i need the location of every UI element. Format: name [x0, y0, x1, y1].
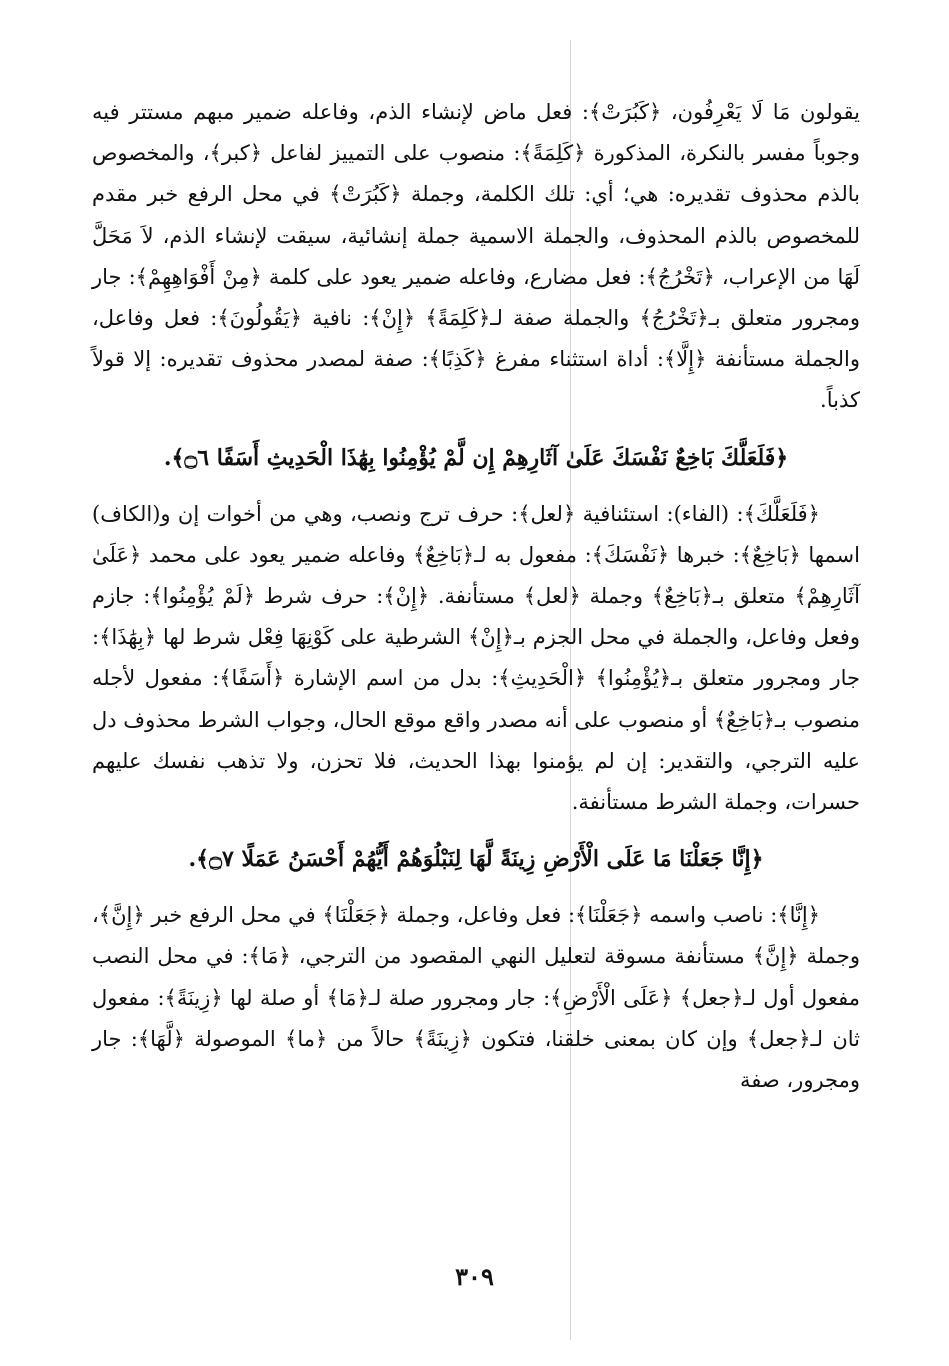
quran-verse-7: ﴿إِنَّا جَعَلْنَا مَا عَلَى الْأَرْضِ زِينَةً لَّهَا لِنَبْلُوَهُمْ أَيُّهُمْ أَحْسَنُ عَمَلًا ۝٧﴾. [188, 846, 764, 873]
page-body [92, 92, 860, 1101]
paragraph-irab-inna-jaalna: ﴿إِنَّا﴾: ناصب واسمه ﴿جَعَلْنَا﴾: فعل وفاعل، وجملة ﴿جَعَلْنَا﴾ في محل الرفع خبر ﴿إِنَّ﴾، وجملة ﴿إِنَّ﴾ مستأنفة مسوقة لتعليل النهي المقصود من الترجي، ﴿مَا﴾: في محل النصب مفعول أول لـ﴿جعل﴾ ﴿عَلَى الْأَرْضِ﴾: جار ومجرور صلة لـ﴿مَا﴾ أو صلة لها ﴿زِينَةً﴾: مفعول ثان لـ﴿جعل﴾ وإن كان بمعنى خلقنا، فتكون ﴿زِينَةً﴾ حالاً من ﴿ما﴾ الموصولة ﴿لَّهَا﴾: جار ومجرور، صفة [92, 903, 860, 1093]
paragraph-irab-kaburat: يقولون مَا لَا يَعْرِفُون، ﴿كَبُرَتْ﴾: فعل ماض لإنشاء الذم، وفاعله ضمير مبهم مستتر فيه وجوباً مفسر بالنكرة، المذكورة ﴿كَلِمَةً﴾: منصوب على التمييز لفاعل ﴿كبر﴾، والمخصوص بالذم محذوف تقديره: هي؛ أي: تلك الكلمة، وجملة ﴿كَبُرَتْ﴾ في محل الرفع خبر مقدم للمخصوص بالذم المحذوف، والجملة الاسمية جملة إنشائية، سيقت لإنشاء الذم، لاَ مَحَلَّ لَهَا من الإعراب، ﴿تَخْرُجُ﴾: فعل مضارع، وفاعله ضمير يعود على كلمة ﴿مِنْ أَفْوَاهِهِمْ﴾: جار ومجرور متعلق بـ﴿تَخْرُجُ﴾ والجملة صفة لـ﴿كَلِمَةً﴾ ﴿إِنْ﴾: نافية ﴿يَقُولُونَ﴾: فعل وفاعل، والجملة مستأنفة ﴿إِلَّا﴾: أداة استثناء مفرغ ﴿كَذِبًا﴾: صفة لمصدر محذوف تقديره: إلا قولاً كذباً. [92, 100, 860, 413]
paragraph-irab-fala-allaka: ﴿فَلَعَلَّكَ﴾: (الفاء): استئنافية ﴿لعل﴾: حرف ترج ونصب، وهي من أخوات إن و(الكاف) اسمها ﴿بَاخِعٌ﴾: خبرها ﴿نَفْسَكَ﴾: مفعول به لـ﴿بَاخِعٌ﴾ وفاعله ضمير يعود على محمد ﴿عَلَىٰ آثَارِهِمْ﴾ متعلق بـ﴿بَاخِعٌ﴾ وجملة ﴿لعل﴾ مستأنفة. ﴿إِنْ﴾: حرف شرط ﴿لَمْ يُؤْمِنُوا﴾: جازم وفعل وفاعل، والجملة في محل الجزم بـ﴿إِنْ﴾ الشرطية على كَوْنِهَا فِعْل شرط لها ﴿بِهَٰذَا﴾: جار ومجرور متعلق بـ﴿يُؤْمِنُوا﴾ ﴿الْحَدِيثِ﴾: بدل من اسم الإشارة ﴿أَسَفًا﴾: مفعول لأجله منصوب بـ﴿بَاخِعٌ﴾ أو منصوب على أنه مصدر واقع موقع الحال، وجواب الشرط محذوف دل عليه الترجي، والتقدير: إن لم يؤمنوا بهذا الحديث، فلا تحزن، ولا تذهب نفسك عليهم حسرات، وجملة الشرط مستأنفة. [92, 501, 860, 815]
page-number: ٣٠٩ [455, 1262, 494, 1291]
quran-verse-6: ﴿فَلَعَلَّكَ بَاخِعٌ نَفْسَكَ عَلَىٰ آثَارِهِمْ إِن لَّمْ يُؤْمِنُوا بِهَٰذَا الْحَدِيثِ أَسَفًا ۝٦﴾. [163, 444, 789, 471]
